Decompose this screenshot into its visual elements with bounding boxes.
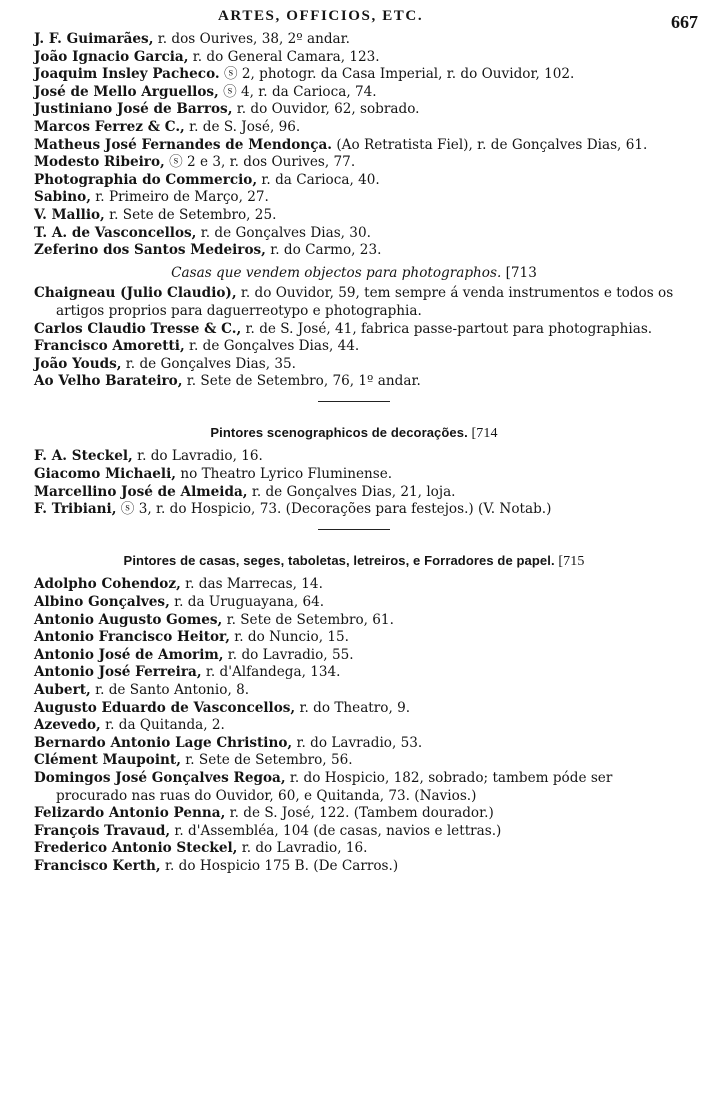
entry-name: Francisco Amoretti, [34,338,185,355]
entry-name: Clément Maupoint, [34,752,181,769]
directory-entry [34,805,674,823]
directory-entry [34,373,674,391]
directory-entry [34,448,674,466]
entry-address: r. do Lavradio, 53. [292,734,423,751]
directory-entry [34,101,674,119]
directory-entry [34,594,674,612]
entry-address: r. de S. José, 96. [184,118,301,135]
entry-name: Aubert, [34,682,91,698]
entry-address: r. do Lavradio, 55. [223,646,354,663]
entry-address: r. Primeiro de Março, 27. [90,189,269,206]
directory-entry [34,154,674,172]
entry-address: r. de Gonçalves Dias, 35. [121,355,296,372]
entry-address: r. dos Ourives, 38, 2º andar. [153,31,350,47]
directory-entry [34,172,674,190]
page-header [0,6,714,30]
entry-name: T. A. de Vasconcellos, [34,224,197,241]
entry-address: r. Sete de Setembro, 25. [104,206,277,223]
directory-entry [34,137,674,155]
entry-name: Azevedo, [34,717,101,734]
entry-address: r. do Hospicio, 182, sobrado; tambem póde ser procurado nas ruas do Ouvidor, 60, e Quitanda, 73. (Navios.) [56,769,613,804]
entry-address: ⓢ 4, r. da Carioca, 74. [218,83,377,100]
entry-address: r. das Marrecas, 14. [180,576,323,593]
entry-address: r. do Ouvidor, 62, sobrado. [232,101,420,118]
directory-entry [34,612,674,630]
entry-address: r. d'Alfandega, 134. [201,664,341,681]
entry-name: Marcos Ferrez & C., [34,118,185,135]
photographers-list [34,31,674,260]
entry-address: (Ao Retratista Fiel), r. de Gonçalves Dias, 61. [332,136,648,153]
section-714-code: [714 [471,425,498,441]
directory-entry [34,119,674,137]
directory-entry [34,207,674,225]
directory-entry [34,49,674,67]
entry-address: ⓢ 2 e 3, r. dos Ourives, 77. [164,154,356,171]
section-713-heading: Casas que vendem objectos para photographos. [713 [171,264,537,281]
directory-entry [34,356,674,374]
section-713-code: [713 [505,264,537,281]
directory-entry [34,501,674,519]
directory-entry [34,225,674,243]
running-title: ARTES, OFFICIOS, ETC. [218,8,424,24]
entry-name: Sabino, [34,189,91,206]
entry-name: Felizardo Antonio Penna, [34,805,226,822]
entry-name: Joaquim Insley Pacheco. [34,66,220,83]
entry-name: Giacomo Michaeli, [34,466,176,483]
directory-entry [34,700,674,718]
entry-name: Photographia do Commercio, [34,171,258,188]
directory-entry [34,31,674,49]
section-713-list [34,285,674,391]
entry-address: r. de Santo Antonio, 8. [90,682,250,698]
entry-name: Marcellino José de Almeida, [34,483,248,500]
directory-entry [34,84,674,102]
entry-address: r. da Carioca, 40. [257,171,380,188]
directory-entry [34,338,674,356]
section-divider [318,529,390,530]
entry-name: Bernardo Antonio Lage Christino, [34,734,293,751]
directory-entry [34,840,674,858]
entry-address: r. de Gonçalves Dias, 44. [184,338,360,355]
entry-address: r. do Ouvidor, 59, tem sempre á venda instrumentos e todos os artigos proprios para daguerreotypo e photographia. [56,285,674,319]
entry-name: Chaigneau (Julio Claudio), [34,285,237,302]
page-number: 667 [671,12,698,32]
entry-address: r. da Uruguayana, 64. [169,594,325,611]
entry-name: Frederico Antonio Steckel, [34,840,238,857]
directory-entry [34,735,674,753]
entry-address: r. Sete de Setembro, 56. [180,752,353,769]
entry-name: François Travaud, [34,822,171,839]
entry-address: ⓢ 3, r. do Hospicio, 73. (Decorações para festejos.) (V. Notab.) [116,501,552,518]
entry-name: Zeferino dos Santos Medeiros, [34,242,266,259]
directory-entry [34,647,674,665]
directory-entry [34,682,674,700]
entry-address: r. da Quitanda, 2. [100,717,225,734]
main-column [34,31,674,876]
directory-entry [34,823,674,841]
entry-address: r. d'Assembléa, 104 (de casas, navios e lettras.) [170,822,502,839]
entry-address: r. Sete de Setembro, 61. [222,611,394,628]
directory-entry [34,189,674,207]
entry-address: r. do Nuncio, 15. [229,629,349,646]
directory-entry [34,242,674,260]
directory-entry [34,717,674,735]
entry-address: r. do Theatro, 9. [295,699,411,716]
directory-entry [34,858,674,876]
directory-entry [34,66,674,84]
entry-address: r. de S. José, 122. (Tambem dourador.) [225,805,494,822]
entry-address: r. de Gonçalves Dias, 21, loja. [247,483,456,500]
entry-address: r. de S. José, 41, fabrica passe-partout para photographias. [241,320,653,337]
section-715-code: [715 [558,553,585,569]
entry-name: Justiniano José de Barros, [34,101,233,118]
entry-address: no Theatro Lyrico Fluminense. [176,466,393,483]
entry-name: F. A. Steckel, [34,448,133,465]
directory-entry [34,484,674,502]
entry-address: r. do Carmo, 23. [265,242,382,259]
entry-address: r. Sete de Setembro, 76, 1º andar. [182,373,421,390]
entry-name: Augusto Eduardo de Vasconcellos, [34,699,296,716]
entry-address: r. do Hospicio 175 B. (De Carros.) [160,857,399,874]
entry-name: Matheus José Fernandes de Mendonça. [34,136,333,153]
directory-entry [34,664,674,682]
entry-name: Antonio José Ferreira, [34,664,202,681]
directory-entry [34,321,674,339]
entry-name: Modesto Ribeiro, [34,154,165,171]
entry-name: Domingos José Gonçalves Regoa, [34,769,286,786]
entry-address: r. de Gonçalves Dias, 30. [196,224,371,241]
section-715-heading: Pintores de casas, seges, taboletas, letreiros, e Forradores de papel. [715 [123,552,585,569]
directory-entry [34,752,674,770]
entry-name: F. Tribiani, [34,501,117,518]
entry-name: Albino Gonçalves, [34,594,170,611]
section-715-list [34,576,674,875]
directory-entry [34,576,674,594]
entry-name: Antonio Augusto Gomes, [34,611,223,628]
entry-name: Francisco Kerth, [34,857,161,874]
entry-name: João Ignacio Garcia, [34,48,189,65]
entry-address: r. do General Camara, 123. [188,48,380,65]
entry-address: r. do Lavradio, 16. [237,840,368,857]
section-divider [318,401,390,402]
entry-name: Ao Velho Barateiro, [34,373,183,390]
directory-entry [34,629,674,647]
entry-address: ⓢ 2, photogr. da Casa Imperial, r. do Ouvidor, 102. [219,66,575,83]
entry-name: João Youds, [34,355,122,372]
directory-entry [34,466,674,484]
entry-name: J. F. Guimarães, [34,31,154,47]
directory-entry [34,285,674,320]
entry-name: José de Mello Arguellos, [34,83,219,100]
entry-name: V. Mallio, [34,206,105,223]
entry-name: Antonio José de Amorim, [34,646,224,663]
entry-address: r. do Lavradio, 16. [132,448,263,465]
entry-name: Carlos Claudio Tresse & C., [34,320,242,337]
section-714-heading: Pintores scenographicos de decorações. [714 [210,424,498,441]
entry-name: Adolpho Cohendoz, [34,576,181,593]
entry-name: Antonio Francisco Heitor, [34,629,230,646]
section-714-list [34,448,674,518]
directory-entry [34,770,674,805]
